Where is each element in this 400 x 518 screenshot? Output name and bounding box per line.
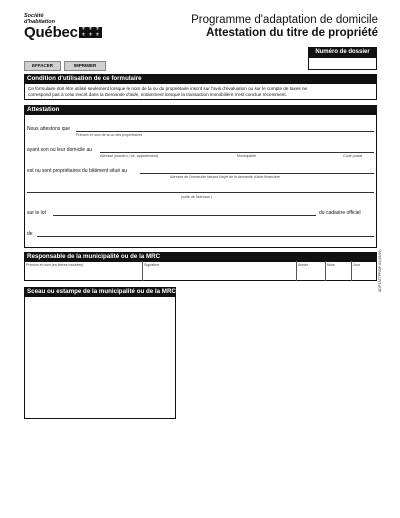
fleur-de-lis-flag-icon: ⚜ ⚜ ⚜ ⚜ ⚜ ⚜	[79, 27, 102, 38]
owners-name-hint: Prénom et nom de la ou des propriétaires	[76, 133, 143, 137]
conditions-text-line-1: Ce formulaire doit être utilisé seulement lorsque le nom de la ou du propriétaire inscrit sur l'avis d'évaluation ou sur le compte de taxes ne	[28, 86, 308, 91]
day-hint: Jour	[353, 263, 360, 267]
building-address-field[interactable]	[140, 173, 374, 174]
building-address-hint: Adresse de l'immeuble faisant l'objet de la demande d'aide financière	[170, 175, 280, 179]
dossier-number-field[interactable]	[308, 57, 377, 70]
cadastre-label: du cadastre officiel	[319, 210, 361, 216]
signature-field[interactable]	[144, 268, 294, 279]
municipality-hint: Municipalité	[237, 154, 256, 158]
est-proprietaires-label: est ou sont propriétaires du bâtiment situé au	[27, 168, 128, 174]
domicile-address-field[interactable]	[100, 152, 374, 153]
de-label: de	[27, 231, 33, 237]
building-address-continuation-field[interactable]	[27, 192, 374, 193]
responsable-name-hint: Prénom et nom (en lettres moulées)	[26, 263, 84, 267]
address-continuation-hint: (suite de l'adresse )	[181, 195, 213, 199]
sceau-stamp-area[interactable]	[24, 296, 176, 419]
year-hint: Année	[298, 263, 309, 267]
form-code: ADPTATTPROP-02(19/06)	[378, 249, 382, 292]
responsable-name-field[interactable]	[26, 268, 140, 279]
conditions-text-line-2	[28, 92, 287, 98]
conditions-text-part-1: correspond pas à celui inscrit dans la	[28, 92, 105, 97]
column-divider	[296, 261, 297, 281]
form-subtitle: Attestation du titre de propriété	[206, 27, 378, 39]
sceau-heading: Sceau ou estampe de la municipalité ou de la MRC	[24, 287, 176, 296]
logo-line-1: Société	[24, 13, 44, 19]
logo-wordmark: Québec	[24, 24, 78, 41]
attestation-heading: Attestation	[24, 105, 377, 114]
conditions-box	[24, 83, 377, 100]
cadastre-name-field[interactable]	[37, 236, 374, 237]
conditions-text-part-2: , notamment lorsque la transaction immobilière n'est conclue récemment.	[138, 92, 287, 97]
dossier-number-label: Numéro de dossier	[308, 47, 377, 57]
postal-code-hint: Code postal	[343, 154, 363, 158]
address-hint: Adresse (numéro, rue, appartement)	[100, 154, 159, 158]
sur-le-lot-label: sur le lot	[27, 210, 46, 216]
owners-name-field[interactable]	[76, 131, 374, 132]
form-title: Programme d'adaptation de domicile	[191, 14, 378, 26]
nous-attestons-label: Nous attestons que	[27, 126, 71, 132]
conditions-heading: Condition d'utilisation de ce formulaire	[24, 74, 377, 83]
conditions-text-emphasis: Demande d'aide	[104, 92, 139, 97]
month-hint: Mois	[327, 263, 335, 267]
lot-number-field[interactable]	[53, 215, 316, 216]
column-divider	[142, 261, 143, 281]
month-field[interactable]	[327, 268, 349, 279]
column-divider	[351, 261, 352, 281]
column-divider	[325, 261, 326, 281]
year-field[interactable]	[298, 268, 323, 279]
signature-hint: Signature	[144, 263, 160, 267]
clear-button[interactable]: EFFACER	[24, 61, 61, 71]
day-field[interactable]	[353, 268, 375, 279]
responsable-heading: Responsable de la municipalité ou de la MRC	[24, 252, 377, 261]
ayant-domicile-label: ayant son ou leur domicile au	[27, 147, 93, 153]
logo-line-2: d'habitation	[24, 19, 55, 25]
print-button[interactable]: IMPRIMER	[64, 61, 106, 71]
